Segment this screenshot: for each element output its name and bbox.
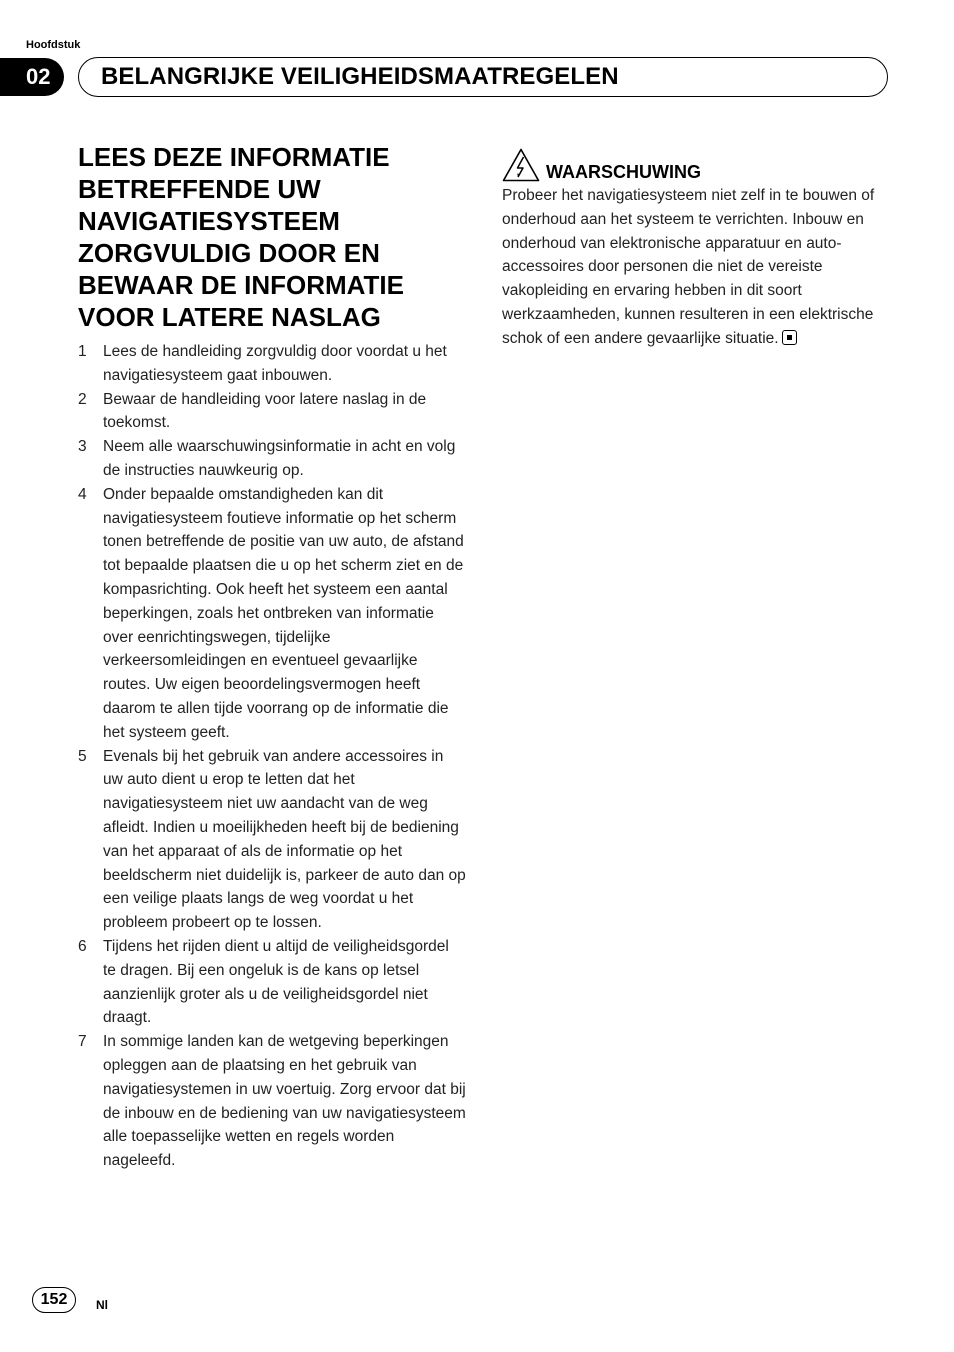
list-item — [78, 388, 466, 436]
list-item — [78, 935, 466, 1030]
list-item-number: 7 — [78, 1033, 87, 1051]
list-item — [78, 745, 466, 935]
page-number: 152 — [32, 1287, 76, 1313]
warning-text — [502, 184, 890, 351]
chapter-number-badge: 02 — [0, 58, 64, 96]
list-item-number: 6 — [78, 937, 87, 955]
list-item-number: 2 — [78, 390, 87, 408]
lightning-warning-icon — [502, 148, 540, 182]
instruction-list — [78, 340, 466, 1173]
chapter-label: Hoofdstuk — [26, 39, 81, 51]
section-heading: LEES DEZE INFORMATIE BETREFFENDE UW NAVIGATIESYSTEEM ZORGVULDIG DOOR EN BEWAAR DE INFORMATIE VOOR LATERE NASLAG — [78, 142, 404, 332]
list-item-number: 1 — [78, 343, 87, 360]
list-item-text: Neem alle waarschuwingsinformatie in acht en volg de instructies nauwkeurig op. — [103, 438, 456, 479]
list-item-text: Evenals bij het gebruik van andere accessoires in uw auto dient u erop te letten dat het navigatiesysteem niet uw aandacht van de weg afleidt. Indien u moeilijkheden heeft bij de bediening van het apparaat of als de informatie op het beeldscherm niet duidelijk is, parkeer de auto dan op een veilige plaats langs de weg voordat u het probleem probeert op te lossen. — [103, 747, 466, 932]
warning-title: WAARSCHUWING — [546, 162, 701, 182]
language-code: Nl — [96, 1298, 108, 1312]
list-item-text: Tijdens het rijden dient u altijd de veiligheidsgordel te dragen. Bij een ongeluk is de kans op letsel aanzienlijk groter als u de veiligheidsgordel niet draagt. — [103, 937, 449, 1027]
list-item-number: 5 — [78, 747, 87, 765]
warning-body: Probeer het navigatiesysteem niet zelf in te bouwen of onderhoud aan het systeem te verrichten. Inbouw en onderhoud van elektronische apparatuur en auto-accessoires door personen die niet de vereiste vakopleiding en ervaring hebben in dit soort werkzaamheden, kunnen resulteren in een elektrische schok of een andere gevaarlijke situatie. — [502, 187, 875, 347]
list-item — [78, 483, 466, 745]
list-item — [78, 435, 466, 483]
list-item-text: Lees de handleiding zorgvuldig door voordat u het navigatiesysteem gaat inbouwen. — [103, 343, 447, 384]
list-item-number: 4 — [78, 485, 87, 503]
list-item — [78, 340, 466, 388]
warning-box — [502, 146, 890, 351]
end-of-section-icon — [782, 330, 797, 345]
chapter-title: BELANGRIJKE VEILIGHEIDSMAATREGELEN — [101, 63, 619, 90]
list-item-text: In sommige landen kan de wetgeving beperkingen opleggen aan de plaatsing en het gebruik van navigatiesystemen in uw voertuig. Zorg ervoor dat bij de inbouw en de bediening van uw navigatiesysteem alle toepasselijke wetten en regels worden nageleefd. — [103, 1033, 466, 1170]
chapter-title-box — [78, 57, 888, 97]
warning-header — [502, 146, 890, 182]
list-item-number: 3 — [78, 438, 87, 456]
list-item — [78, 1030, 466, 1173]
list-item-text: Bewaar de handleiding voor latere naslag in de toekomst. — [103, 390, 427, 432]
list-item-text: Onder bepaalde omstandigheden kan dit navigatiesysteem foutieve informatie op het scherm tonen betreffende de positie van uw auto, de afstand tot bepaalde plaatsen die u op het scherm ziet en de kompasrichting. Ook heeft het systeem een aantal beperkingen, zoals het ontbreken van informatie over eenrichtingswegen, tijdelijke verkeersomleidingen en eventueel gevaarlijke routes. Uw eigen beoordelingsvermogen heeft daarom te allen tijde voorrang op de informatie die het systeem geeft. — [103, 485, 464, 741]
